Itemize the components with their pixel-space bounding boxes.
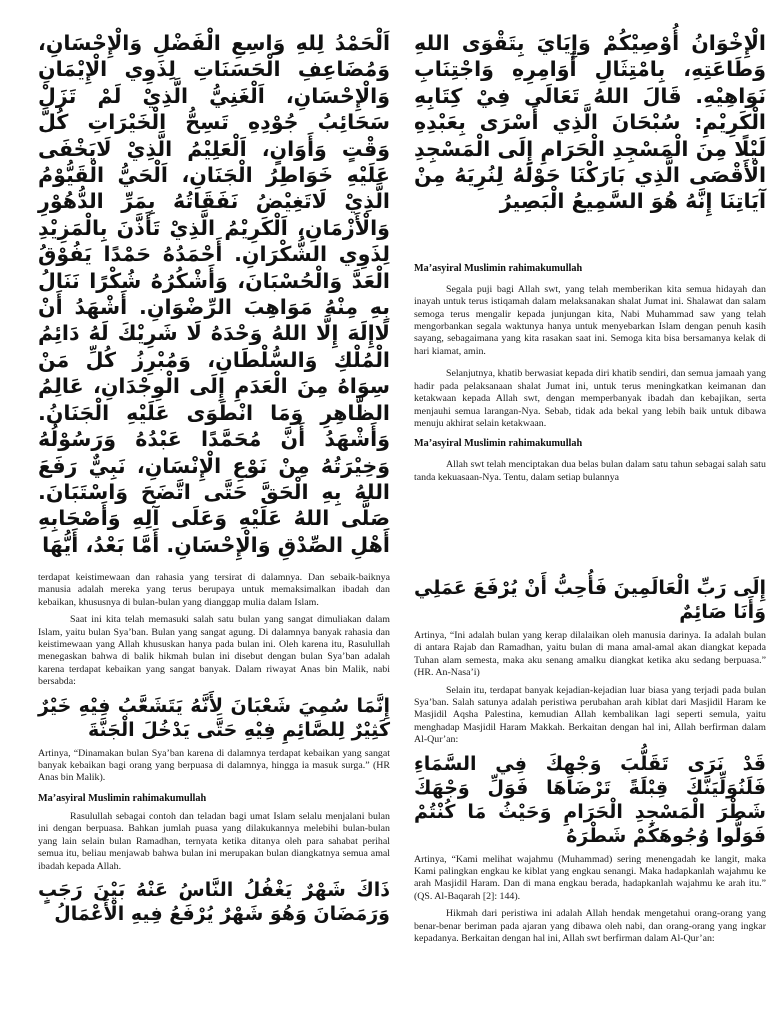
arabic-opening-praise: اَلْحَمْدُ لِلهِ وَاسِعِ الْفَضْلِ وَالْإِحْسَانِ، وَمُضَاعِفِ الْحَسَنَاتِ لِذَوِي الْإِيْمَانِ وَالْإِحْسَانِ، اَلْغَنِيُّ الَّذِيْ لَمْ تَزَلْ سَحَائِبُ جُوْدِهِ تَسِحُّ الْخَيْرَاتِ كُلَّ وَقْتٍ وَأَوَانٍ، اَلْعَلِيْمُ الَّذِيْ لَايَخْفَى عَلَيْهِ خَوَاطِرُ الْجَنَانِ، اَلْحَيُّ الْقَيُّوْمُ الَّذِيْ لَاتَغِيْضُ نَفَقَاتُهُ بِمَرِّ الدُّهُوْرِ وَالْأَزْمَانِ، اَلْكَرِيْمُ الَّذِيْ تَأَذَّنَ بِالْمَزِيْدِ لِذَوِي الشُّكْرَانِ. أَحْمَدُهُ حَمْدًا يَفُوْقُ الْعَدَّ وَالْحُسْبَانَ، وَأَشْكُرُهُ شُكْرًا نَنَالُ بِهِ مِنْهُ مَوَاهِبَ الرِّضْوَانِ. أَشْهَدُ أَنْ لَاإِلَهَ إِلَّا اللهُ وَحْدَهُ لَا شَرِيْكَ لَهُ دَائِمُ الْمُلْكِ وَالسُّلْطَانِ، وَمُبْرِزُ كُلِّ مَنْ سِوَاهُ مِنَ الْعَدَمِ إِلَى الْوِجْدَانِ، عَالِمُ الظَّاهِرِ وَمَا انْطَوَى عَلَيْهِ الْجَنَانُ. وَأَشْهَدُ أَنَّ مُحَمَّدًا عَبْدُهُ وَرَسُوْلُهُ وَخِيْرَتُهُ مِنْ نَوْعِ الْإِنْسَانِ، نَبِيٌّ رَفَعَ اللهُ بِهِ الْحَقَّ حَتَّى اتَّضَحَ وَاسْتَبَانَ. صَلَّى اللهُ عَلَيْهِ وَعَلَى آلِهِ وَأَصْحَابِهِ أَهْلِ الصِّدْقِ وَالْإِحْسَانِ. أَمَّا بَعْدُ، أَيُّهَا [38, 31, 390, 557]
translation: Artinya, “Kami melihat wajahmu (Muhammad) sering menengadah ke langit, maka Kami palingkan engkau ke kiblat yang engkau senangi. Maka hadapkanlah wajahmu ke arah Masjidil Haram. Dan di mana engkau berada, hadapkanlah wajahmu ke arah itu.” (QS. Al-Baqarah [2]: 144). [414, 853, 766, 902]
section-heading: Ma’asyiral Muslimin rahimakumullah [38, 792, 207, 804]
arabic-quran-verse: الْإِخْوَانُ أُوْصِيْكُمْ وَإِيَايَ بِتَقْوَى اللهِ وَطَاعَتِهِ، بِامْتِثَالِ أَوَامِرِهِ وَاجْتِنَابِ نَوَاهِيْهِ. قَالَ اللهُ تَعَالَى فِيْ كِتَابِهِ الْكَرِيْمِ: سُبْحَانَ الَّذِي أَسْرَى بِعَبْدِهِ لَيْلًا مِنَ الْمَسْجِدِ الْحَرَامِ إِلَى الْمَسْجِدِ الْأَقْصَى الَّذِي بَارَكْنَا حَوْلَهُ لِنُرِيَهُ مِنْ آيَاتِنَا إِنَّهُ هُوَ السَّمِيعُ الْبَصِيرُ [414, 31, 766, 214]
paragraph: Allah swt telah menciptakan dua belas bulan dalam satu tahun sebagai salah satu tanda kekuasaan-Nya. Tentu, dalam setiap bulannya [414, 459, 766, 483]
section-heading: Ma’asyiral Muslimin rahimakumullah [414, 438, 583, 450]
paragraph: Hikmah dari peristiwa ini adalah Allah hendak mengetahui orang-orang yang benar-benar beriman pada ajaran yang dibawa oleh nabi, dan orang-orang yang ingkar kepadanya. Berkaitan dengan hal ini, Allah swt berfirman dalam Al-Qur’an: [414, 908, 766, 945]
page-bottom-left [38, 572, 390, 1024]
translation: Artinya, “Ini adalah bulan yang kerap dilalaikan oleh manusia darinya. Ia adalah bulan di antara Rajab dan Ramadhan, yaitu bulan di mana amal-amal akan diangkat kepada Tuhan alam semesta, maka aku senang amalku diangkat ketika aku sedang berpuasa.” (HR. An-Nasa’i) [414, 630, 766, 679]
arabic-hadith: إِلَى رَبِّ الْعَالَمِينَ فَأُحِبُّ أَنْ يُرْفَعَ عَمَلِي وَأَنَا صَائِمٌ [413, 577, 766, 623]
translation: Artinya, “Dinamakan bulan Sya’ban karena di dalamnya terdapat kebaikan yang sangat banyak kebaikan bagi orang yang berpuasa di dalamnya, hingga ia masuk surga.” (HR Anas bin Malik). [38, 747, 390, 784]
paragraph: terdapat keistimewaan dan rahasia yang tersirat di dalamnya. Dan sebaik-baiknya manusia adalah mereka yang terus berupaya untuk memaksimalkan ibadah dan kebaikan, khususnya di bulan-bulan yang dianggap mulia dalam Islam. [38, 572, 390, 608]
paragraph: Saat ini kita telah memasuki salah satu bulan yang sangat dimuliakan dalam Islam, yaitu bulan Sya’ban. Bulan yang sangat agung. Di dalamnya banyak rahasia dan keistimewaan yang Allah khususkan hanya pada bulan ini. Oleh karena itu, Rasulullah menegaskan bahwa di balik hikmah bulan ini disebut dengan bulan Sya’ban adalah karena terdapat kebaikan yang sangat banyak. Dalam riwayat Anas bin Malik, nabi bersabda: [38, 614, 390, 688]
page-top-right [414, 30, 766, 500]
paragraph: Rasulullah sebagai contoh dan teladan bagi umat Islam selalu menjalani bulan ini dengan berpuasa. Bahkan jumlah puasa yang dilakukannya melebihi bulan-bulan yang lain selain bulan Ramadhan, ternyata ketika ditanya oleh para sahabat perihal semua itu, beliau menjawab bahwa bulan ini merupakan bulan diangkatnya semua amal ibadah kepada Allah. [38, 810, 390, 872]
arabic-hadith: ذَاكَ شَهْرٌ يَغْفُلُ النَّاسُ عَنْهُ بَيْنَ رَجَبٍ وَرَمَضَانَ وَهُوَ شَهْرٌ يُرْفَعُ فِيهِ الْأَعْمَالُ [38, 878, 390, 925]
arabic-quran-verse: قَدْ نَرَى تَقَلُّبَ وَجْهِكَ فِي السَّمَاءِ فَلَنُوَلِّيَنَّكَ قِبْلَةً تَرْضَاهَا فَوَلِّ وَجْهَكَ شَطْرَ الْمَسْجِدِ الْحَرَامِ وَحَيْثُ مَا كُنْتُمْ فَوَلُّوا وُجُوهَكُمْ شَطْرَهُ [414, 752, 766, 847]
paragraph: Segala puji bagi Allah swt, yang telah memberikan kita semua hidayah dan inayah untuk terus istiqamah dalam melaksanakan shalat Jumat ini. Shalawat dan salam semoga terus mengalir kepada junjungan kita, Nabi Muhammad saw yang telah mengorbankan segala waktunya hanya untuk menyebarkan Islam dengan penuh kasih sayang, sebagaimana yang kita rasakan saat ini. Semoga kita bisa bersamanya kelak di hari kiamat, amin. [414, 283, 766, 357]
arabic-hadith: إِنَّمَا سُمِيَ شَعْبَانَ لِأَنَّهُ يَتَشَعَّبُ فِيْهِ خَيْرٌ كَثِيْرٌ لِلصَّائِمِ فِيْهِ حَتَّى يَدْخُلَ الْجَنَّةَ [38, 694, 390, 741]
paragraph: Selain itu, terdapat banyak kejadian-kejadian luar biasa yang terjadi pada bulan Sya’ban. Salah satunya adalah peristiwa perubahan arah kiblat dari Masjidil Haram ke Masjidil Aqsha Palestina, kemudian Allah kembalikan lagi seperti semula, yaitu menghadap Masjidil Haram Makkah. Berkaitan dengan hal ini, Allah berfirman dalam Al-Qur’an: [414, 684, 766, 746]
section-heading: Ma’asyiral Muslimin rahimakumullah [414, 262, 583, 274]
page-top-left [38, 30, 390, 557]
page-bottom-right [414, 572, 766, 1024]
paragraph: Selanjutnya, khatib berwasiat kepada diri khatib sendiri, dan semua jamaah yang hadir pada pelaksanaan shalat Jumat ini, untuk terus meningkatkan keimanan dan ketakwaan kepada Allah swt, dengan memperbanyak ibadah dan kebajikan, serta menjauhi semua larangan-Nya. Sebab, tidak ada bekal yang lebih baik untuk dibawa menuju akhirat selain ketakwaan. [414, 368, 766, 429]
